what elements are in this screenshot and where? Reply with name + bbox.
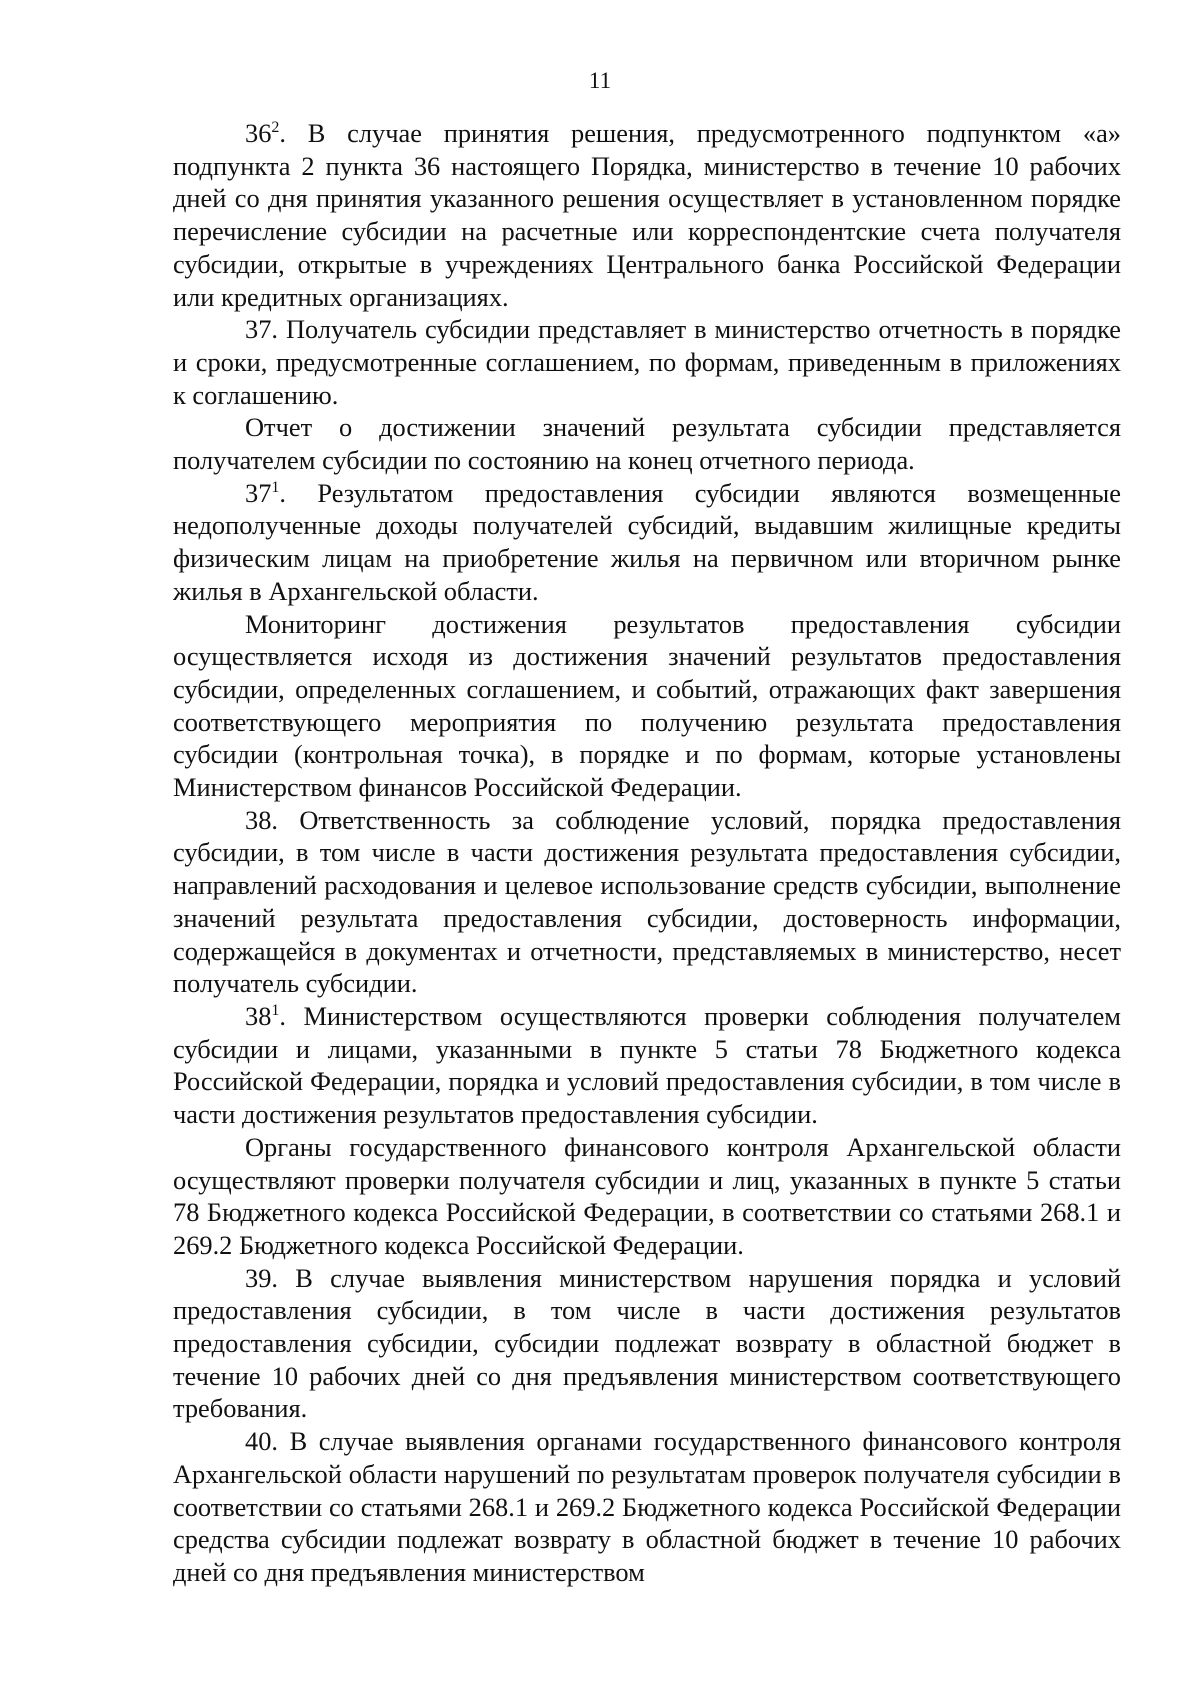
paragraph-37-1: [173, 477, 1121, 608]
paragraph-text: . Министерством осуществляются проверки соблюдения получателем субсидии и лицами, указанными в пункте 5 статьи 78 Бюджетного кодекса Российской Федерации, порядка и условий предоставления субсидии, в том числе в части достижения результатов предоставления субсидии.: [173, 1000, 1121, 1130]
paragraph-text: 38. Ответственность за соблюдение условий, порядка предоставления субсидии, в том числе в части достижения результата предоставления субсидии, направлений расходования и целевое использование средств субсидии, выполнение значений результата предоставления субсидии, достоверность информации, содержащейся в документах и отчетности, представляемых в министерство, несет получатель субсидии.: [173, 804, 1121, 999]
paragraph-text: 40. В случае выявления органами государственного финансового контроля Архангельской области нарушений по результатам проверок получателя субсидии в соответствии со статьями 268.1 и 269.2 Бюджетного кодекса Российской Федерации средства субсидии подлежат возврату в областной бюджет в течение 10 рабочих дней со дня предъявления министерством: [173, 1426, 1121, 1587]
paragraph-text: Мониторинг достижения результатов предоставления субсидии осуществляется исходя из достижения значений результатов предоставления субсидии, определенных соглашением, и событий, отражающих факт завершения соответствующего мероприятия по получению результата предоставления субсидии (контрольная точка), в порядке и по формам, которые установлены Министерством финансов Российской Федерации.: [173, 608, 1121, 803]
paragraph-37-1-monitoring: [173, 608, 1121, 804]
paragraph-38: [173, 804, 1121, 1000]
paragraph-37-report: [173, 411, 1121, 476]
paragraph-39: [173, 1262, 1121, 1426]
clause-number: 37: [245, 477, 272, 508]
paragraph-36-2: [173, 117, 1121, 313]
clause-number: 36: [245, 118, 272, 148]
clause-superscript: 1: [271, 478, 280, 496]
paragraph-38-1: [173, 1000, 1121, 1131]
paragraph-text: Органы государственного финансового контроля Архангельской области осуществляют проверки получателя субсидии и лиц, указанных в пункте 5 статьи 78 Бюджетного кодекса Российской Федерации, в соответствии со статьями 268.1 и 269.2 Бюджетного кодекса Российской Федерации.: [173, 1131, 1121, 1260]
paragraph-38-1-control: [173, 1131, 1121, 1262]
paragraph-text: . В случае принятия решения, предусмотренного подпунктом «а» подпункта 2 пункта 36 настоящего Порядка, министерство в течение 10 рабочих дней со дня принятия указанного решения осуществляет в установленном порядке перечисление субсидии на расчетные или корреспондентские счета получателя субсидии, открытые в учреждениях Центрального банка Российской Федерации или кредитных организациях.: [173, 118, 1121, 312]
clause-number: 38: [245, 1000, 272, 1031]
paragraph-40: [173, 1425, 1121, 1589]
paragraph-37: [173, 313, 1121, 411]
paragraph-text: Отчет о достижении значений результата субсидии представляется получателем субсидии по состоянию на конец отчетного периода.: [173, 412, 1121, 476]
clause-superscript: 1: [271, 1001, 280, 1019]
document-body: [173, 117, 1121, 1589]
paragraph-text: . Результатом предоставления субсидии являются возмещенные недополученные доходы получателей субсидий, выдавшим жилищные кредиты физическим лицам на приобретение жилья на первичном или вторичном рынке жилья в Архангельской области.: [173, 477, 1121, 606]
paragraph-text: 39. В случае выявления министерством нарушения порядка и условий предоставления субсидии, в том числе в части достижения результатов предоставления субсидии, субсидии подлежат возврату в областной бюджет в течение 10 рабочих дней со дня предъявления министерством соответствующего требования.: [173, 1262, 1121, 1424]
clause-superscript: 2: [271, 119, 280, 136]
paragraph-text: 37. Получатель субсидии представляет в министерство отчетность в порядке и сроки, предусмотренные соглашением, по формам, приведенным в приложениях к соглашению.: [173, 314, 1121, 410]
page-number: 11: [588, 68, 612, 93]
